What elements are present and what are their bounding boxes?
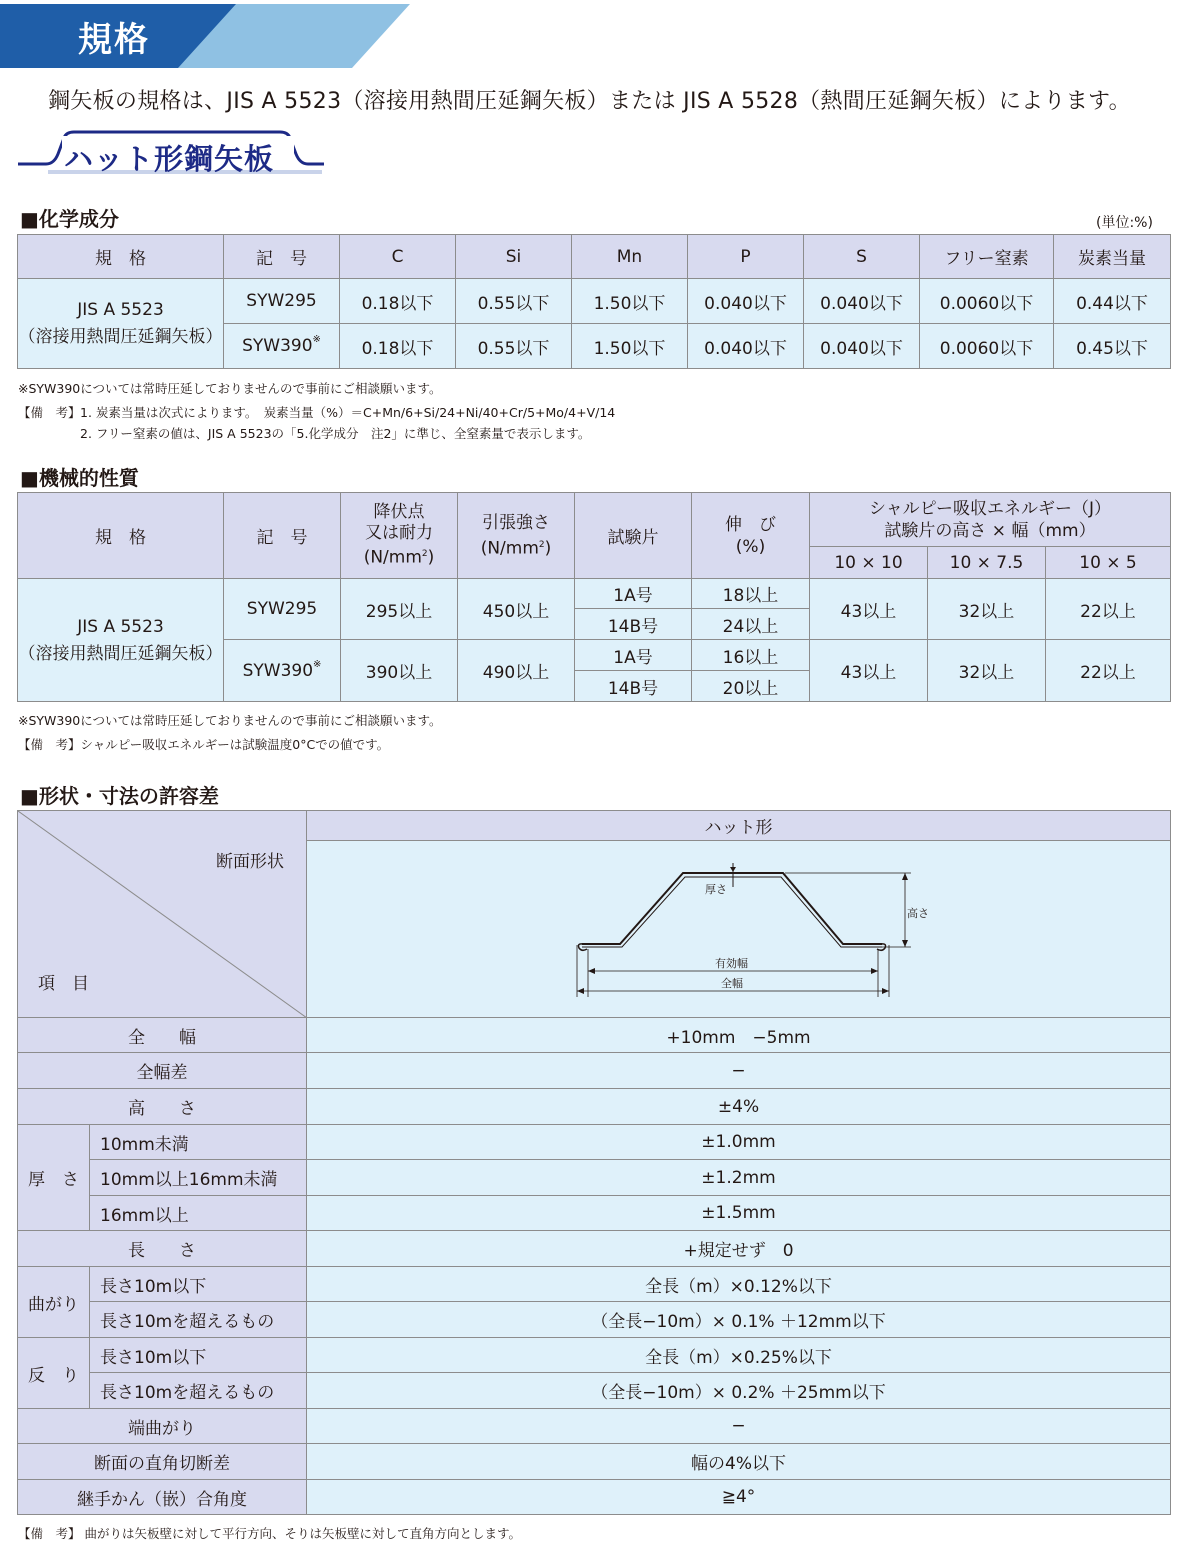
mech-symbol: SYW295 xyxy=(224,579,341,640)
chem-header-symbol: 記 号 xyxy=(224,235,340,279)
shape-header: ハット形 xyxy=(307,811,1171,841)
chemical-remark-label: 【備 考】 xyxy=(18,405,81,420)
charpy-size: 10 × 10 xyxy=(810,547,928,579)
corner-top-label: 断面形状 xyxy=(216,852,284,872)
chem-header-free-nitrogen: フリー窒素 xyxy=(920,235,1054,279)
mech-charpy: 43以上 xyxy=(810,579,928,640)
tolerance-remark: 【備 考】 曲がりは矢板壁に対して平行方向、そりは矢板壁に対して直角方向とします。 xyxy=(18,1526,521,1541)
chem-value: 1.50以下 xyxy=(572,279,688,324)
diagram-label-full-width: 全幅 xyxy=(721,977,743,990)
chem-symbol: SYW295 xyxy=(224,279,340,324)
chem-standard-line1: JIS A 5523 xyxy=(77,300,164,320)
tol-value: − xyxy=(307,1409,1171,1444)
mech-elongation: 20以上 xyxy=(692,671,810,702)
chem-value: 0.0060以下 xyxy=(920,324,1054,369)
chem-value: 0.18以下 xyxy=(340,279,456,324)
tol-value: ≧4° xyxy=(307,1480,1171,1515)
mech-symbol: SYW390※ xyxy=(224,640,341,702)
chem-value: 0.45以下 xyxy=(1054,324,1171,369)
tol-sub-item: 10mm未満 xyxy=(90,1125,307,1160)
tol-group-thickness: 厚 さ xyxy=(18,1125,90,1231)
tol-item: 全 幅 xyxy=(18,1018,307,1053)
charpy-size: 10 × 7.5 xyxy=(928,547,1046,579)
mech-header-elongation: 伸 び (%) xyxy=(692,493,810,579)
mech-charpy: 43以上 xyxy=(810,640,928,702)
tol-value: （全長−10m）× 0.1% ＋12mm以下 xyxy=(307,1302,1171,1338)
mech-specimen: 1A号 xyxy=(575,640,692,671)
mechanical-heading: ■機械的性質 xyxy=(20,466,139,490)
tol-item: 長 さ xyxy=(18,1231,307,1267)
chemical-remark-1: 1. 炭素当量は次式によります。 炭素当量（%）＝C+Mn/6+Si/24+Ni/40+Cr/5+Mo/4+V/14 xyxy=(80,405,616,420)
chem-value: 0.040以下 xyxy=(804,279,920,324)
mech-specimen: 14B号 xyxy=(575,671,692,702)
chem-value: 1.50以下 xyxy=(572,324,688,369)
mech-standard-cell: JIS A 5523 （溶接用熱間圧延鋼矢板） xyxy=(18,579,224,702)
tol-item: 全幅差 xyxy=(18,1053,307,1089)
tol-item: 継手かん（嵌）合角度 xyxy=(18,1480,307,1515)
tolerance-corner-cell xyxy=(18,811,307,1018)
hat-shape-diagram-cell xyxy=(307,841,1171,1018)
subtitle: ハット形鋼矢板 xyxy=(64,142,275,176)
mech-specimen: 14B号 xyxy=(575,609,692,640)
chem-header-standard: 規 格 xyxy=(18,235,224,279)
mech-charpy: 22以上 xyxy=(1046,579,1171,640)
mech-elongation: 24以上 xyxy=(692,609,810,640)
chem-value: 0.55以下 xyxy=(456,279,572,324)
mechanical-note: ※SYW390については常時圧延しておりませんので事前にご相談願います。 xyxy=(18,713,442,728)
charpy-size: 10 × 5 xyxy=(1046,547,1171,579)
mech-elongation: 16以上 xyxy=(692,640,810,671)
mech-header-tensile: 引張強さ $(N/mm^2)$ xyxy=(458,493,575,579)
mech-elongation: 18以上 xyxy=(692,579,810,609)
mech-charpy: 32以上 xyxy=(928,579,1046,640)
chem-header-carbon-equivalent: 炭素当量 xyxy=(1054,235,1171,279)
tolerance-table xyxy=(17,810,1171,1515)
mechanical-remark: 【備 考】シャルピー吸収エネルギーは試験温度0°Cでの値です。 xyxy=(18,737,390,752)
chem-value: 0.040以下 xyxy=(804,324,920,369)
mech-specimen: 1A号 xyxy=(575,579,692,609)
tol-value: ±1.5mm xyxy=(307,1196,1171,1231)
mech-header-charpy: シャルピー吸収エネルギー（J） 試験片の高さ × 幅（mm） xyxy=(810,493,1171,547)
chemical-note: ※SYW390については常時圧延しておりませんので事前にご相談願います。 xyxy=(18,381,442,396)
chemical-table xyxy=(17,234,1171,369)
chem-value: 0.040以下 xyxy=(688,324,804,369)
hat-shape-diagram xyxy=(307,841,1171,1018)
tol-group-warp: 反 り xyxy=(18,1338,90,1409)
mech-yield: 295以上 xyxy=(341,579,458,640)
tol-sub-item: 10mm以上16mm未満 xyxy=(90,1160,307,1196)
tol-value: 全長（m）×0.25%以下 xyxy=(307,1338,1171,1373)
chemical-remark-2: 2. フリー窒素の値は、JIS A 5523の「5.化学成分 注2」に準じ、全窒素量で表示します。 xyxy=(80,426,591,441)
tol-value: − xyxy=(307,1053,1171,1089)
tol-group-bend: 曲がり xyxy=(18,1267,90,1338)
tol-sub-item: 長さ10mを超えるもの xyxy=(90,1373,307,1409)
chem-value: 0.040以下 xyxy=(688,279,804,324)
chem-header-s: S xyxy=(804,235,920,279)
mech-tensile: 450以上 xyxy=(458,579,575,640)
tol-sub-item: 16mm以上 xyxy=(90,1196,307,1231)
tol-item: 端曲がり xyxy=(18,1409,307,1444)
chem-header-si: Si xyxy=(456,235,572,279)
tol-sub-item: 長さ10m以下 xyxy=(90,1267,307,1302)
corner-bottom-label: 項 目 xyxy=(38,974,89,994)
chem-header-c: C xyxy=(340,235,456,279)
page-title: 規格 xyxy=(78,20,150,60)
chemical-heading: ■化学成分 xyxy=(20,207,119,231)
diagram-label-effective-width: 有効幅 xyxy=(715,957,748,970)
mech-header-symbol: 記 号 xyxy=(224,493,341,579)
mech-header-yield: 降伏点 又は耐力 $(N/mm^2)$ xyxy=(341,493,458,579)
mech-charpy: 22以上 xyxy=(1046,640,1171,702)
chem-value: 0.55以下 xyxy=(456,324,572,369)
tol-value: （全長−10m）× 0.2% ＋25mm以下 xyxy=(307,1373,1171,1409)
diagram-label-height: 高さ xyxy=(907,907,929,920)
chem-standard-cell xyxy=(18,279,224,369)
intro-text: 鋼矢板の規格は、JIS A 5523（溶接用熱間圧延鋼矢板）または JIS A 5528（熱間圧延鋼矢板）によります。 xyxy=(48,89,1131,114)
diagram-label-thickness: 厚さ xyxy=(705,883,727,896)
tol-sub-item: 長さ10m以下 xyxy=(90,1338,307,1373)
tolerance-heading: ■形状・寸法の許容差 xyxy=(20,784,219,808)
chem-header-mn: Mn xyxy=(572,235,688,279)
tol-item: 高 さ xyxy=(18,1089,307,1125)
chem-value: 0.0060以下 xyxy=(920,279,1054,324)
mech-header-standard: 規 格 xyxy=(18,493,224,579)
chem-standard-line2: （溶接用熱間圧延鋼矢板） xyxy=(18,327,223,347)
tol-item: 断面の直角切断差 xyxy=(18,1444,307,1480)
mech-charpy: 32以上 xyxy=(928,640,1046,702)
mechanical-table xyxy=(17,492,1171,702)
mech-header-specimen: 試験片 xyxy=(575,493,692,579)
title-banner xyxy=(0,0,420,70)
chem-header-p: P xyxy=(688,235,804,279)
tol-value: 全長（m）×0.12%以下 xyxy=(307,1267,1171,1302)
chemical-unit: (単位:%) xyxy=(1096,215,1153,231)
tol-value: ±1.2mm xyxy=(307,1160,1171,1196)
tol-value: ±1.0mm xyxy=(307,1125,1171,1160)
chem-symbol: SYW390※ xyxy=(224,324,340,369)
chem-value: 0.18以下 xyxy=(340,324,456,369)
mech-tensile: 490以上 xyxy=(458,640,575,702)
mech-yield: 390以上 xyxy=(341,640,458,702)
tol-value: +規定せず 0 xyxy=(307,1231,1171,1267)
tol-value: 幅の4%以下 xyxy=(307,1444,1171,1480)
tol-sub-item: 長さ10mを超えるもの xyxy=(90,1302,307,1338)
tol-value: ±4% xyxy=(307,1089,1171,1125)
tol-value: +10mm −5mm xyxy=(307,1018,1171,1053)
chem-value: 0.44以下 xyxy=(1054,279,1171,324)
